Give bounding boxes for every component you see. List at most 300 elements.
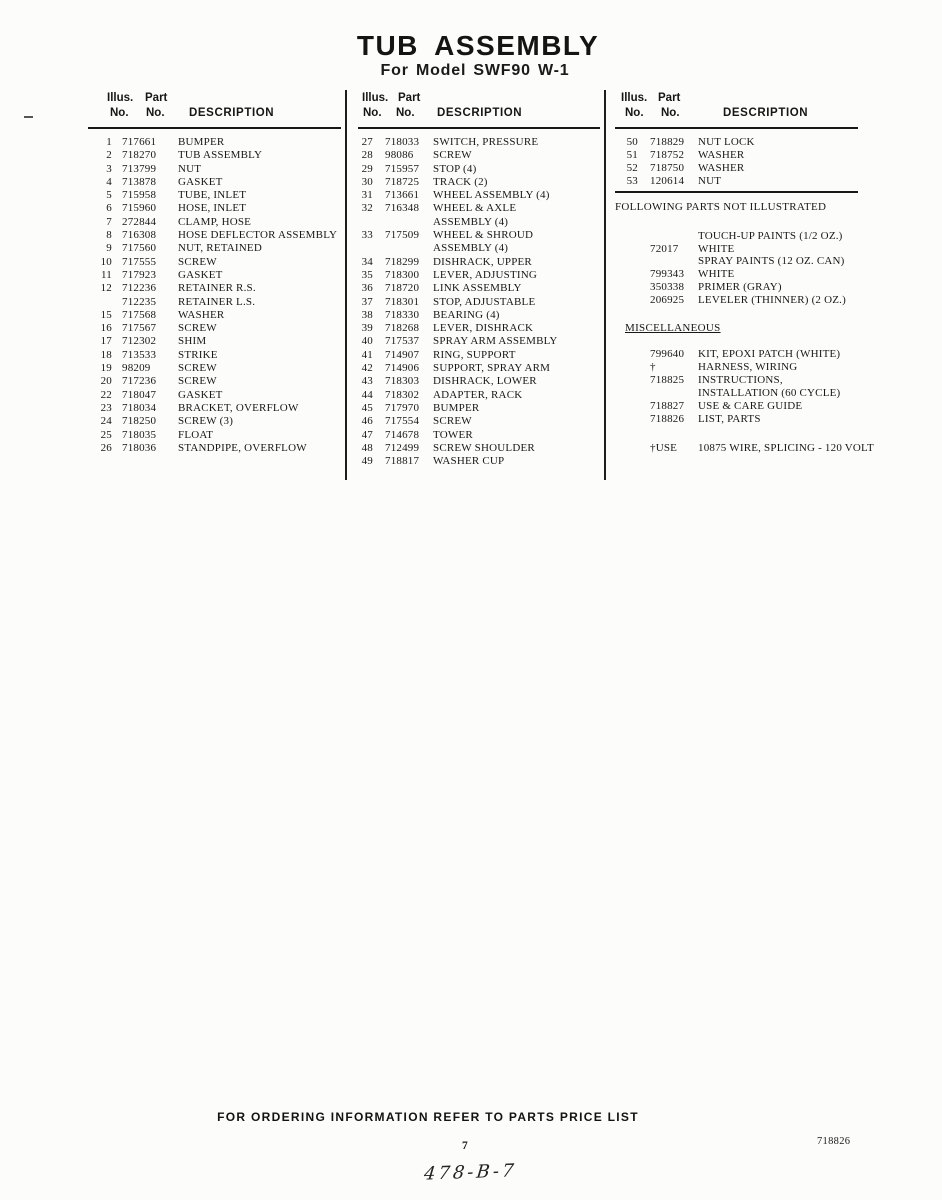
part-no: 799640: [650, 348, 685, 361]
section-rule: [615, 191, 858, 193]
parts-table-col2: [358, 136, 600, 468]
table-row: [88, 389, 343, 402]
illus-no: 36: [361, 282, 373, 295]
part-description: STANDPIPE, OVERFLOW: [178, 441, 307, 454]
part-description: HOSE, INLET: [178, 202, 247, 215]
part-no: [385, 216, 429, 229]
part-no: 718826: [650, 412, 685, 425]
column-header: [358, 92, 600, 127]
table-row: [88, 429, 343, 442]
illus-no: 50: [626, 136, 638, 148]
parts-column-3: [615, 92, 874, 454]
part-no: 713533: [122, 348, 157, 361]
illus-no: 25: [100, 428, 112, 441]
illus-no: 17: [100, 335, 112, 348]
part-no: [650, 230, 694, 243]
illus-no: 20: [100, 375, 112, 388]
table-row: [615, 149, 861, 162]
paint-parts-table: [615, 230, 861, 307]
illus-no: 34: [361, 255, 373, 268]
part-description: ASSEMBLY (4): [433, 215, 509, 228]
table-row: [615, 348, 861, 361]
part-description: STRIKE: [178, 348, 218, 361]
part-description: WHEEL ASSEMBLY (4): [433, 189, 550, 202]
table-row: [358, 362, 600, 375]
table-row: [358, 455, 600, 468]
part-no: 712236: [122, 282, 157, 295]
table-row: [88, 322, 343, 335]
table-row: [88, 442, 343, 455]
part-no: 717970: [385, 401, 420, 414]
illus-no: 41: [361, 348, 373, 361]
table-row: [88, 163, 343, 176]
margin-mark: [24, 116, 33, 118]
table-row: [615, 413, 861, 426]
part-description: TUB ASSEMBLY: [178, 149, 263, 162]
part-description: WHEEL & AXLE: [433, 202, 517, 215]
part-description: SCREW: [178, 322, 217, 335]
illus-no: [615, 374, 638, 387]
table-row: [358, 309, 600, 322]
part-description: 10875 WIRE, SPLICING - 120 VOLT: [698, 441, 874, 454]
part-description: RETAINER R.S.: [178, 282, 256, 295]
table-row: [615, 361, 861, 374]
table-row: [615, 268, 861, 281]
illus-no: 18: [100, 348, 112, 361]
illus-no: 12: [100, 282, 112, 295]
part-no: 717554: [385, 415, 420, 428]
illus-no: 29: [361, 162, 373, 175]
table-row: [88, 349, 343, 362]
part-description: FLOAT: [178, 428, 214, 441]
table-row: [88, 242, 343, 255]
part-no: †USE: [650, 441, 678, 454]
parts-table-col3: [615, 136, 861, 188]
table-row: [615, 243, 861, 256]
part-description: INSTRUCTIONS,: [698, 373, 783, 386]
part-no: 716308: [122, 229, 157, 242]
part-description: CLAMP, HOSE: [178, 215, 252, 228]
part-no: 717567: [122, 322, 157, 335]
table-row: [88, 269, 343, 282]
part-description: LEVER, ADJUSTING: [433, 268, 538, 281]
ordering-note: FOR ORDERING INFORMATION REFER TO PARTS PRICE LIST: [217, 1110, 639, 1124]
part-description: GASKET: [178, 268, 223, 281]
illus-no: [615, 281, 638, 294]
part-description: NUT: [698, 174, 722, 187]
table-row: [88, 149, 343, 162]
illus-no: 6: [106, 202, 112, 215]
illus-no: [615, 387, 638, 400]
table-row: [358, 375, 600, 388]
part-no: 717236: [122, 375, 157, 388]
part-no: 350338: [650, 281, 685, 294]
illus-no: 44: [361, 388, 373, 401]
table-row: [615, 255, 861, 268]
part-description: NUT: [178, 162, 202, 175]
table-row: [615, 441, 874, 455]
table-row: [88, 202, 343, 215]
description-header: DESCRIPTION: [723, 107, 809, 119]
part-no: 718047: [122, 388, 157, 401]
part-no: 718827: [650, 399, 685, 412]
illus-no-header: No.: [110, 107, 129, 119]
part-description: HOSE DEFLECTOR ASSEMBLY: [178, 229, 338, 242]
illus-no: 48: [361, 441, 373, 454]
part-no: 718817: [385, 455, 420, 468]
part-no: 717509: [385, 229, 420, 242]
table-row: [358, 415, 600, 428]
illus-no: 30: [361, 175, 373, 188]
part-description: SWITCH, PRESSURE: [433, 136, 539, 148]
part-no: 713799: [122, 162, 157, 175]
illus-no: 22: [100, 388, 112, 401]
part-no: 718033: [385, 136, 420, 148]
illus-no: 19: [100, 362, 112, 375]
part-description: RETAINER L.S.: [178, 295, 256, 308]
part-no: 716348: [385, 202, 420, 215]
table-row: [358, 229, 600, 242]
handwritten-code: 478-B-7: [422, 1160, 518, 1185]
illus-no: [615, 243, 638, 256]
table-row: [358, 269, 600, 282]
illus-no: [615, 294, 638, 307]
parts-column-1: [88, 92, 343, 455]
illus-header-label: Illus.: [621, 92, 648, 104]
table-row: [358, 136, 600, 149]
column-divider: [345, 90, 347, 480]
table-row: [358, 256, 600, 269]
table-row: [358, 163, 600, 176]
part-no: 712235: [122, 295, 157, 308]
illus-no: [615, 348, 638, 361]
part-no: [385, 242, 429, 255]
illus-no: [615, 361, 638, 374]
table-row: [88, 216, 343, 229]
part-description: SCREW: [433, 415, 472, 428]
part-description: STOP, ADJUSTABLE: [433, 295, 536, 308]
part-no: 718752: [650, 148, 685, 161]
illus-no: 45: [361, 401, 373, 414]
parts-column-2: [358, 92, 600, 468]
part-no: 717568: [122, 308, 157, 321]
part-description: WHITE: [698, 242, 735, 255]
illus-no: 43: [361, 375, 373, 388]
part-description: WASHER CUP: [433, 455, 505, 468]
part-no: 718035: [122, 428, 157, 441]
part-description: STOP (4): [433, 162, 477, 175]
part-description: TOWER: [433, 428, 473, 441]
illus-no: 23: [100, 401, 112, 414]
model-subtitle: For Model SWF90 W-1: [380, 62, 570, 79]
illus-no: 38: [361, 308, 373, 321]
table-row: [88, 402, 343, 415]
part-description: GASKET: [178, 175, 223, 188]
part-description: LINK ASSEMBLY: [433, 282, 522, 295]
illus-no: 9: [106, 242, 112, 255]
illus-no: 51: [626, 148, 638, 161]
part-no: 72017: [650, 242, 679, 255]
illus-header-label: Illus.: [362, 92, 389, 104]
table-row: [358, 149, 600, 162]
part-description: LIST, PARTS: [698, 412, 761, 425]
illus-no: 42: [361, 362, 373, 375]
illus-no: 39: [361, 322, 373, 335]
part-description: BRACKET, OVERFLOW: [178, 401, 299, 414]
illus-no: 26: [100, 441, 112, 454]
table-row: [358, 216, 600, 229]
not-illustrated-title: FOLLOWING PARTS NOT ILLUSTRATED: [615, 200, 827, 213]
part-no: 715960: [122, 202, 157, 215]
part-description: SCREW SHOULDER: [433, 441, 535, 454]
illus-no: 8: [106, 229, 112, 242]
header-rule: [88, 127, 341, 129]
illus-no: 28: [361, 149, 373, 162]
page-title: TUB ASSEMBLY: [356, 30, 600, 61]
part-no: 718302: [385, 388, 420, 401]
illus-no: 10: [100, 255, 112, 268]
table-row: [615, 136, 861, 149]
part-no: 718270: [122, 149, 157, 162]
part-description: DISHRACK, LOWER: [433, 375, 537, 388]
part-description: SCREW (3): [178, 415, 234, 428]
illus-no: 5: [106, 189, 112, 202]
miscellaneous-table: [615, 348, 861, 425]
part-no: 98209: [122, 362, 151, 375]
illus-no: 33: [361, 229, 373, 242]
table-row: [358, 189, 600, 202]
table-row: [615, 175, 861, 188]
part-description: SCREW: [178, 255, 217, 268]
part-no: 717560: [122, 242, 157, 255]
illus-no: [358, 242, 373, 255]
part-description: SUPPORT, SPRAY ARM: [433, 362, 551, 375]
part-no: 717661: [122, 136, 157, 148]
part-no: 714907: [385, 348, 420, 361]
illus-no: 53: [626, 174, 638, 187]
part-no-header: No.: [396, 107, 415, 119]
table-row: [88, 229, 343, 242]
table-row: [615, 230, 861, 243]
part-description: INSTALLATION (60 CYCLE): [698, 386, 841, 399]
table-row: [615, 281, 861, 294]
part-description: KIT, EPOXI PATCH (WHITE): [698, 348, 841, 361]
part-description: GASKET: [178, 388, 223, 401]
table-row: [358, 282, 600, 295]
part-no: 714678: [385, 428, 420, 441]
part-no: 718299: [385, 255, 420, 268]
part-description: SPRAY ARM ASSEMBLY: [433, 335, 558, 348]
part-no: 206925: [650, 294, 685, 307]
illus-no: 15: [100, 308, 112, 321]
part-no: 715958: [122, 189, 157, 202]
illus-no: [615, 442, 638, 455]
part-header-label: Part: [145, 92, 168, 104]
part-no-header: No.: [146, 107, 165, 119]
illus-no: 7: [106, 215, 112, 228]
part-description: WASHER: [698, 161, 745, 174]
part-description: NUT, RETAINED: [178, 242, 262, 255]
illus-no: 27: [361, 136, 373, 148]
illus-no: 2: [106, 149, 112, 162]
part-description: BUMPER: [433, 401, 480, 414]
part-no: 718750: [650, 161, 685, 174]
table-row: [88, 335, 343, 348]
illus-no: [615, 230, 638, 243]
column-divider: [604, 90, 606, 480]
illus-no: 4: [106, 175, 112, 188]
part-no: 718300: [385, 268, 420, 281]
illus-no: [88, 296, 112, 309]
illus-no: 46: [361, 415, 373, 428]
part-description: SCREW: [178, 375, 217, 388]
part-no: †: [650, 360, 656, 373]
illus-no: 49: [361, 455, 373, 468]
part-no: 718301: [385, 295, 420, 308]
part-description: DISHRACK, UPPER: [433, 255, 532, 268]
table-row: [358, 322, 600, 335]
part-no: 717923: [122, 268, 157, 281]
table-row: [358, 389, 600, 402]
part-description: BEARING (4): [433, 308, 500, 321]
table-row: [88, 176, 343, 189]
table-row: [88, 309, 343, 322]
part-description: LEVELER (THINNER) (2 OZ.): [698, 294, 846, 307]
part-no: 718825: [650, 373, 685, 386]
part-no: 272844: [122, 215, 157, 228]
illus-no: [615, 268, 638, 281]
illus-no: 32: [361, 202, 373, 215]
part-description: TUBE, INLET: [178, 189, 247, 202]
table-row: [358, 242, 600, 255]
part-no: 718036: [122, 441, 157, 454]
illus-no: 24: [100, 415, 112, 428]
part-description: TRACK (2): [433, 175, 488, 188]
part-description: SCREW: [433, 149, 472, 162]
part-no: 715957: [385, 162, 420, 175]
part-description: LEVER, DISHRACK: [433, 322, 534, 335]
part-header-label: Part: [398, 92, 421, 104]
illus-no-header: No.: [625, 107, 644, 119]
part-no: 718330: [385, 308, 420, 321]
part-description: RING, SUPPORT: [433, 348, 516, 361]
document-number: 718826: [817, 1136, 851, 1147]
miscellaneous-title: MISCELLANEOUS: [625, 322, 721, 335]
part-description: SHIM: [178, 335, 207, 348]
table-row: [358, 176, 600, 189]
part-description: WHEEL & SHROUD: [433, 229, 534, 242]
illus-no: 47: [361, 428, 373, 441]
table-row: [358, 442, 600, 455]
part-description: ASSEMBLY (4): [433, 242, 509, 255]
illus-no: 16: [100, 322, 112, 335]
illus-header-label: Illus.: [107, 92, 134, 104]
part-no: 717555: [122, 255, 157, 268]
part-no: 718720: [385, 282, 420, 295]
part-no: 718034: [122, 401, 157, 414]
table-row: [88, 136, 343, 149]
footnote-row: [615, 441, 874, 455]
illus-no: 11: [101, 268, 112, 281]
table-row: [358, 202, 600, 215]
table-row: [88, 362, 343, 375]
table-row: [88, 282, 343, 295]
table-row: [358, 429, 600, 442]
table-row: [615, 400, 861, 413]
illus-no: [615, 413, 638, 426]
part-no: 713878: [122, 175, 157, 188]
part-description: TOUCH-UP PAINTS (1/2 OZ.): [698, 229, 843, 242]
illus-no: 3: [106, 162, 112, 175]
illus-no: 40: [361, 335, 373, 348]
part-no: 714906: [385, 362, 420, 375]
part-description: WHITE: [698, 268, 735, 281]
part-no: 799343: [650, 268, 685, 281]
part-description: ADAPTER, RACK: [433, 388, 523, 401]
header-rule: [358, 127, 600, 129]
table-row: [358, 335, 600, 348]
part-no: 718829: [650, 136, 685, 148]
part-no: 712302: [122, 335, 157, 348]
table-row: [88, 189, 343, 202]
part-description: SCREW: [178, 362, 217, 375]
part-description: WASHER: [178, 308, 225, 321]
illus-no: [615, 400, 638, 413]
part-no: [650, 255, 694, 268]
table-row: [358, 349, 600, 362]
illus-no: 37: [361, 295, 373, 308]
part-no: 98086: [385, 149, 414, 162]
part-description: HARNESS, WIRING: [698, 360, 798, 373]
part-no: 718303: [385, 375, 420, 388]
illus-no: 35: [361, 268, 373, 281]
illus-no: 1: [106, 136, 112, 148]
part-no: [650, 387, 694, 400]
part-description: NUT LOCK: [698, 136, 755, 148]
part-description: WASHER: [698, 148, 745, 161]
part-no-header: No.: [661, 107, 680, 119]
column-header: [88, 92, 343, 127]
table-row: [358, 296, 600, 309]
illus-no: 52: [626, 161, 638, 174]
table-row: [358, 402, 600, 415]
table-row: [615, 387, 861, 400]
part-header-label: Part: [658, 92, 681, 104]
part-no: 713661: [385, 189, 420, 202]
part-no: 120614: [650, 174, 685, 187]
illus-no: [615, 255, 638, 268]
table-row: [615, 162, 861, 175]
part-description: USE & CARE GUIDE: [698, 399, 803, 412]
column-header: [615, 92, 861, 127]
header-rule: [615, 127, 858, 129]
table-row: [88, 296, 343, 309]
part-no: 717537: [385, 335, 420, 348]
table-row: [88, 415, 343, 428]
table-row: [88, 256, 343, 269]
part-description: BUMPER: [178, 136, 225, 148]
description-header: DESCRIPTION: [189, 107, 275, 119]
part-description: PRIMER (GRAY): [698, 281, 782, 294]
part-no: 718268: [385, 322, 420, 335]
table-row: [88, 375, 343, 388]
illus-no: 31: [361, 189, 373, 202]
illus-no-header: No.: [363, 107, 382, 119]
page-number: 7: [462, 1140, 468, 1152]
part-no: 718725: [385, 175, 420, 188]
illus-no: [358, 216, 373, 229]
part-no: 712499: [385, 441, 420, 454]
